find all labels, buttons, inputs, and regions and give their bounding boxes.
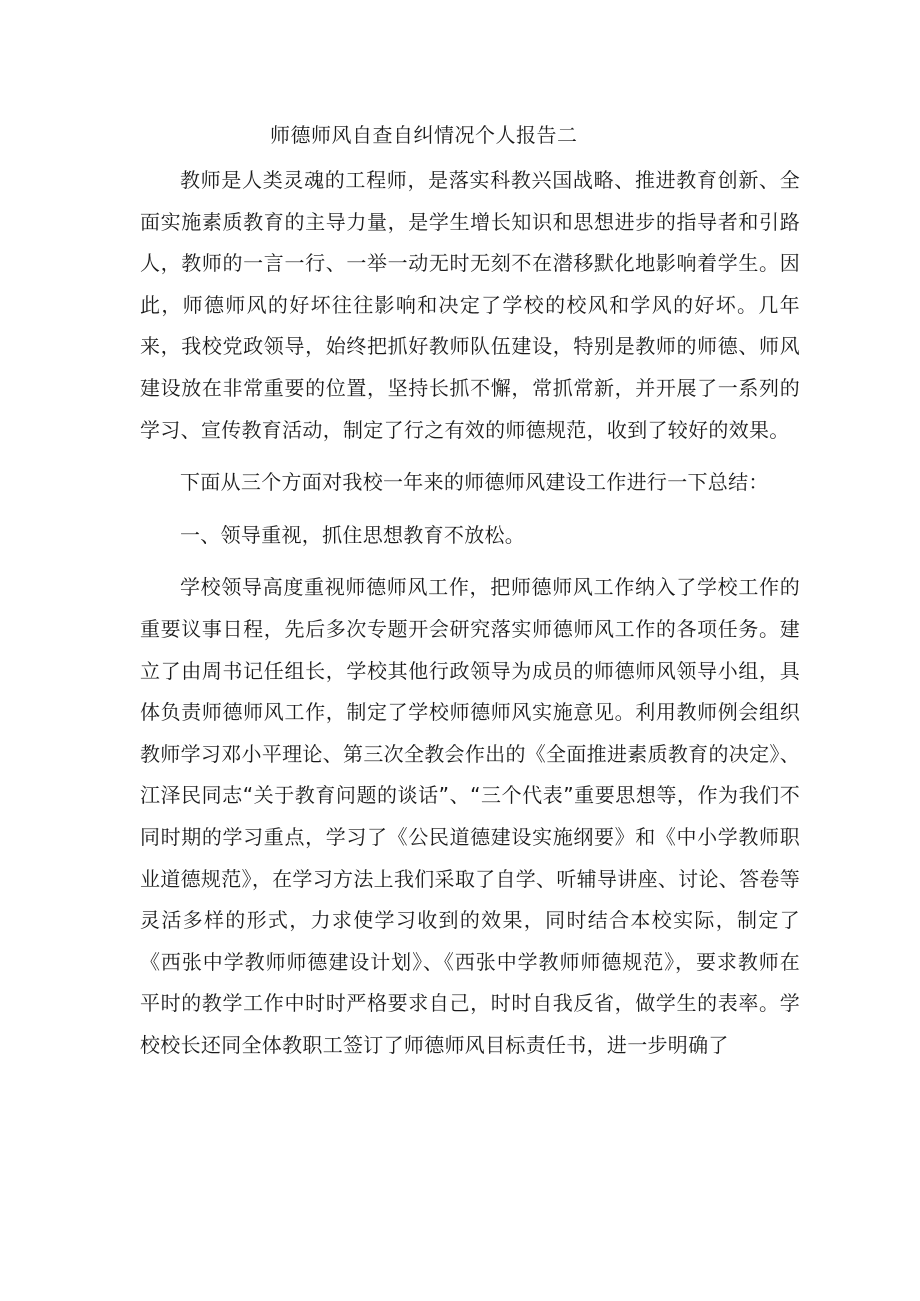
document-title: 师德师风自查自纠情况个人报告二: [270, 123, 578, 147]
section-heading-1: 一、领导重视，抓住思想教育不放松。: [180, 522, 526, 547]
paragraph-intro: 教师是人类灵魂的工程师，是落实科教兴国战略、推进教育创新、全面实施素质教育的主导力量，是学生增长知识和思想进步的指导者和引路人，教师的一言一行、一举一动无时无刻不在潜移默化地影响着学生。因此，师德师风的好坏往往影响和决定了学校的校风和学风的好坏。几年来，我校党政领导，始终把抓好教师队伍建设，特别是教师的师德、师风建设放在非常重要的位置，坚持长抓不懈，常抓常新，并开展了一系列的学习、宣传教育活动，制定了行之有效的师德规范，收到了较好的效果。: [140, 168, 800, 442]
paragraph-summary-lead: 下面从三个方面对我校一年来的师德师风建设工作进行一下总结：: [180, 470, 769, 495]
document-body: [140, 160, 800, 1066]
paragraph-section-1: 学校领导高度重视师德师风工作，把师德师风工作纳入了学校工作的重要议事日程，先后多次专题开会研究落实师德师风工作的各项任务。建立了由周书记任组长，学校其他行政领导为成员的师德师风领导小组，具体负责师德师风工作，制定了学校师德师风实施意见。利用教师例会组织教师学习邓小平理论、第三次全教会作出的《全面推进素质教育的决定》、江泽民同志“关于教育问题的谈话”、“三个代表”重要思想等，作为我们不同时期的学习重点，学习了《公民道德建设实施纲要》和《中小学教师职业道德规范》，在学习方法上我们采取了自学、听辅导讲座、讨论、答卷等灵活多样的形式，力求使学习收到的效果，同时结合本校实际，制定了《西张中学教师师德建设计划》、《西张中学教师师德规范》，要求教师在平时的教学工作中时时严格要求自己，时时自我反省，做学生的表率。学校校长还同全体教职工签订了师德师风目标责任书，进一步明确了: [140, 575, 800, 1057]
